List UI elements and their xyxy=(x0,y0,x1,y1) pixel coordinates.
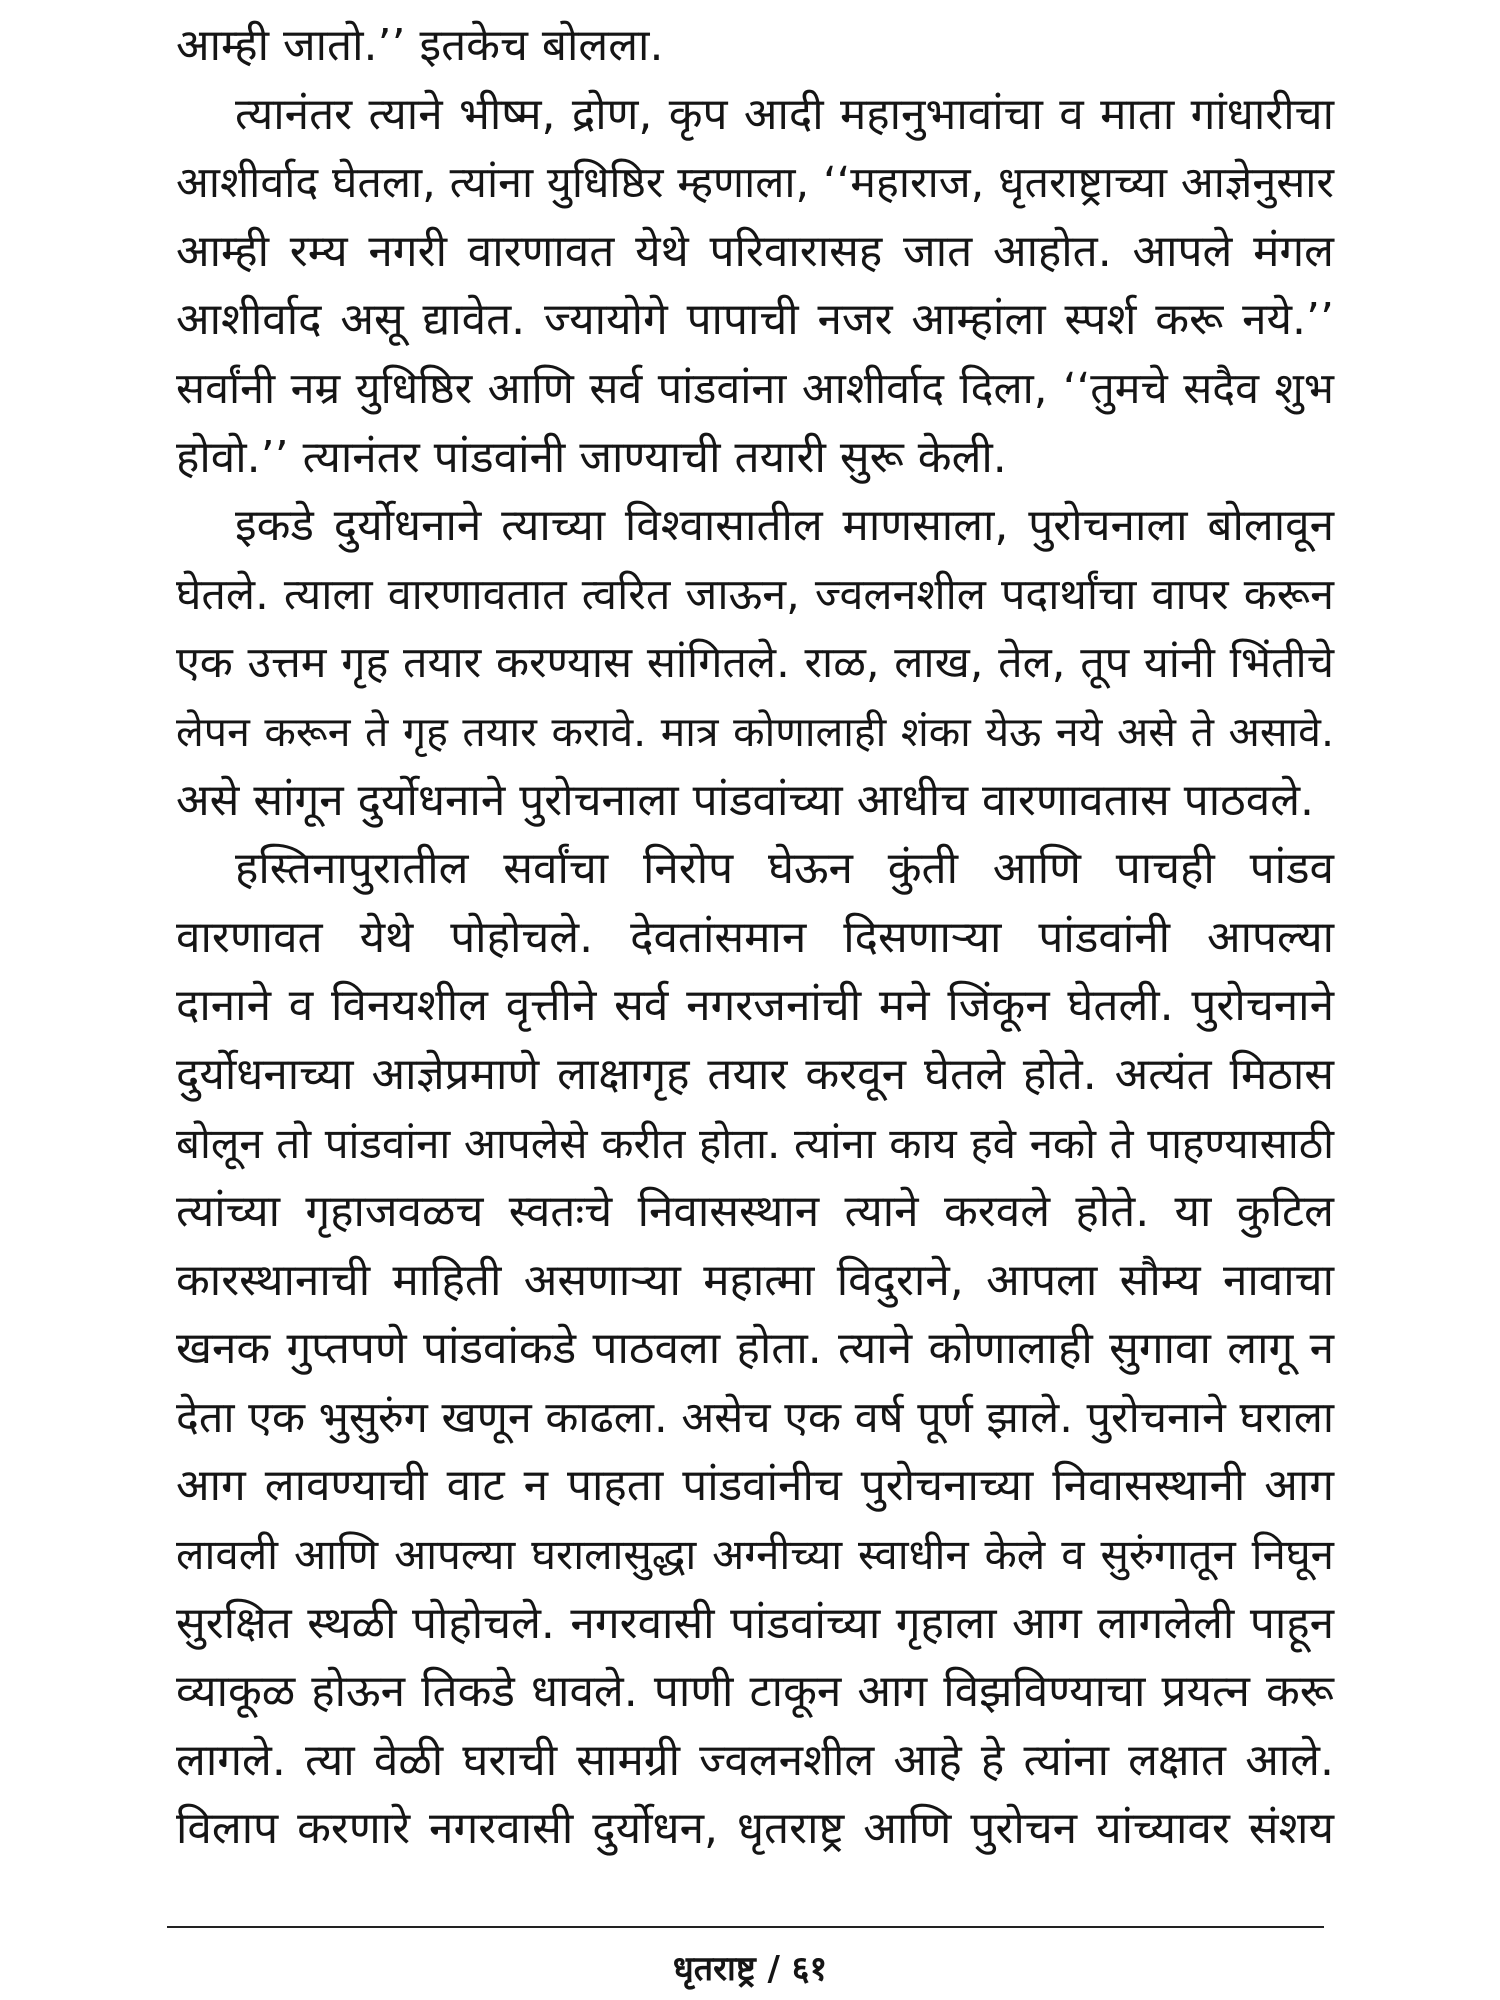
paragraph xyxy=(176,835,1334,1864)
text-line: कारस्थानाची माहिती असणाऱ्या महात्मा विदुराने, आपला सौम्य नावाचा xyxy=(176,1254,1334,1306)
text-line: त्यांच्या गृहाजवळच स्वतःचे निवासस्थान त्याने करवले होते. या कुटिल xyxy=(176,1186,1334,1238)
footer-rule xyxy=(167,1926,1324,1928)
text-line: आम्ही जातो.’’ इतकेच बोलला. xyxy=(176,20,664,71)
paragraph xyxy=(176,12,1334,81)
text-line: एक उत्तम गृह तयार करण्यास सांगितले. राळ, लाख, तेल, तूप यांनी भिंतीचे xyxy=(176,638,1334,689)
text-line: सर्वांनी नम्र युधिष्ठिर आणि सर्व पांडवांना आशीर्वाद दिला, ‘‘तुमचे सदैव शुभ xyxy=(176,363,1334,414)
text-line: खनक गुप्तपणे पांडवांकडे पाठवला होता. त्याने कोणालाही सुगावा लागू न xyxy=(176,1323,1334,1375)
text-line: लागले. त्या वेळी घराची सामग्री ज्वलनशील आहे हे त्यांना लक्षात आले. xyxy=(176,1734,1334,1786)
text-line: आम्ही रम्य नगरी वारणावत येथे परिवारासह जात आहोत. आपले मंगल xyxy=(176,225,1334,277)
text-line: होवो.’’ त्यानंतर पांडवांनी जाण्याची तयारी सुरू केली. xyxy=(176,431,1007,483)
paragraph xyxy=(176,81,1334,493)
text-line: त्यानंतर त्याने भीष्म, द्रोण, कृप आदी महानुभावांचा व माता गांधारीचा xyxy=(235,88,1334,140)
running-head-page-number: धृतराष्ट्र / ६१ xyxy=(672,1949,828,1989)
text-line: आशीर्वाद असू द्यावेत. ज्यायोगे पापाची नजर आम्हांला स्पर्श करू नये.’’ xyxy=(176,294,1334,346)
text-line: इकडे दुर्योधनाने त्याच्या विश्वासातील माणसाला, पुरोचनाला बोलावून xyxy=(235,500,1334,552)
text-line: सुरक्षित स्थळी पोहोचले. नगरवासी पांडवांच्या गृहाला आग लागलेली पाहून xyxy=(176,1597,1334,1649)
text-line: देता एक भुसुरुंग खणून काढला. असेच एक वर्ष पूर्ण झाले. पुरोचनाने घराला xyxy=(176,1392,1334,1443)
text-line: विलाप करणारे नगरवासी दुर्योधन, धृतराष्ट्र आणि पुरोचन यांच्यावर संशय xyxy=(176,1803,1334,1855)
text-line: बोलून तो पांडवांना आपलेसे करीत होता. त्यांना काय हवे नको ते पाहण्यासाठी xyxy=(176,1118,1334,1168)
text-line: लेपन करून ते गृह तयार करावे. मात्र कोणालाही शंका येऊ नये असे ते असावे. xyxy=(176,707,1334,756)
text-line: असे सांगून दुर्योधनाने पुरोचनाला पांडवांच्या आधीच वारणावतास पाठवले. xyxy=(176,774,1315,826)
text-line: दुर्योधनाच्या आज्ञेप्रमाणे लाक्षागृह तयार करवून घेतले होते. अत्यंत मिठास xyxy=(176,1048,1334,1100)
text-line: आग लावण्याची वाट न पाहता पांडवांनीच पुरोचनाच्या निवासस्थानी आग xyxy=(176,1460,1334,1512)
text-line: आशीर्वाद घेतला, त्यांना युधिष्ठिर म्हणाला, ‘‘महाराज, धृतराष्ट्राच्या आज्ञेनुसार xyxy=(176,158,1334,209)
text-line: लावली आणि आपल्या घरालासुद्धा अग्नीच्या स्वाधीन केले व सुरुंगातून निघून xyxy=(176,1530,1334,1580)
body-text xyxy=(176,12,1334,1864)
text-line: घेतले. त्याला वारणावतात त्वरित जाऊन, ज्वलनशील पदार्थांचा वापर करून xyxy=(176,569,1334,620)
text-line: दानाने व विनयशील वृत्तीने सर्व नगरजनांची मने जिंकून घेतली. पुरोचनाने xyxy=(176,980,1334,1032)
text-line: वारणावत येथे पोहोचले. देवतांसमान दिसणाऱ्या पांडवांनी आपल्या xyxy=(176,911,1334,963)
text-line: व्याकूळ होऊन तिकडे धावले. पाणी टाकून आग विझविण्याचा प्रयत्न करू xyxy=(176,1666,1334,1718)
paragraph xyxy=(176,492,1334,835)
text-line: हस्तिनापुरातील सर्वांचा निरोप घेऊन कुंती आणि पाचही पांडव xyxy=(235,843,1334,895)
